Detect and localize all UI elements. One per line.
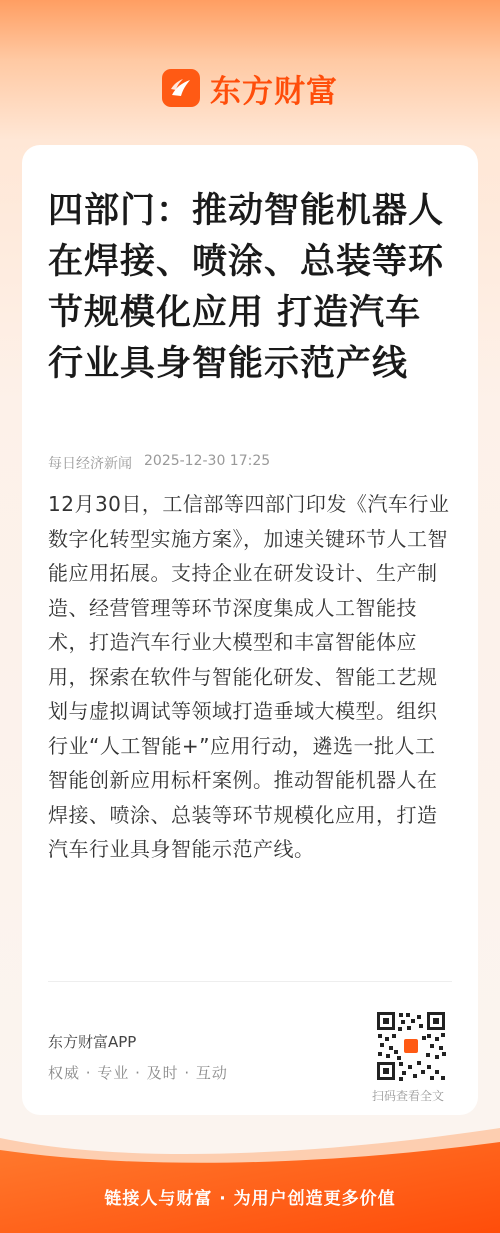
article-meta [48, 453, 270, 473]
eastmoney-logo-icon [162, 69, 200, 107]
qr-code[interactable] [375, 1010, 447, 1082]
app-name: 东方财富APP [48, 1033, 137, 1051]
footer-banner [0, 1108, 500, 1233]
brand-name: 东方财富 [210, 73, 338, 110]
article-datetime: 2025-12-30 17:25 [144, 453, 271, 469]
footer-tagline: 链接人与财富 · 为用户创造更多价值 [104, 1189, 396, 1209]
brand-header [0, 66, 500, 110]
article-title: 四部门：推动智能机器人在焊接、喷涂、总装等环节规模化应用 打造汽车行业具身智能示范产线 [48, 190, 445, 384]
article-body: 12月30日，工信部等四部门印发《汽车行业数字化转型实施方案》，加速关键环节人工智能应用拓展。支持企业在研发设计、生产制造、经营管理等环节深度集成人工智能技术，打造汽车行业大模型和丰富智能体应用，探索在软件与智能化研发、智能工艺规划与虚拟调试等领域打造垂域大模型。组织行业“人工智能+”应用行动，遴选一批人工智能创新应用标杆案例。推动智能机器人在焊接、喷涂、总装等环节规模化应用，打造汽车行业具身智能示范产线。 [48, 492, 450, 861]
article-source: 每日经济新闻 [48, 456, 132, 472]
divider [48, 981, 452, 982]
qr-logo-icon [402, 1037, 420, 1055]
qr-caption: 扫码查看全文 [372, 1089, 445, 1103]
article-card [22, 145, 478, 1115]
app-slogan: 权威 · 专业 · 及时 · 互动 [48, 1064, 228, 1082]
